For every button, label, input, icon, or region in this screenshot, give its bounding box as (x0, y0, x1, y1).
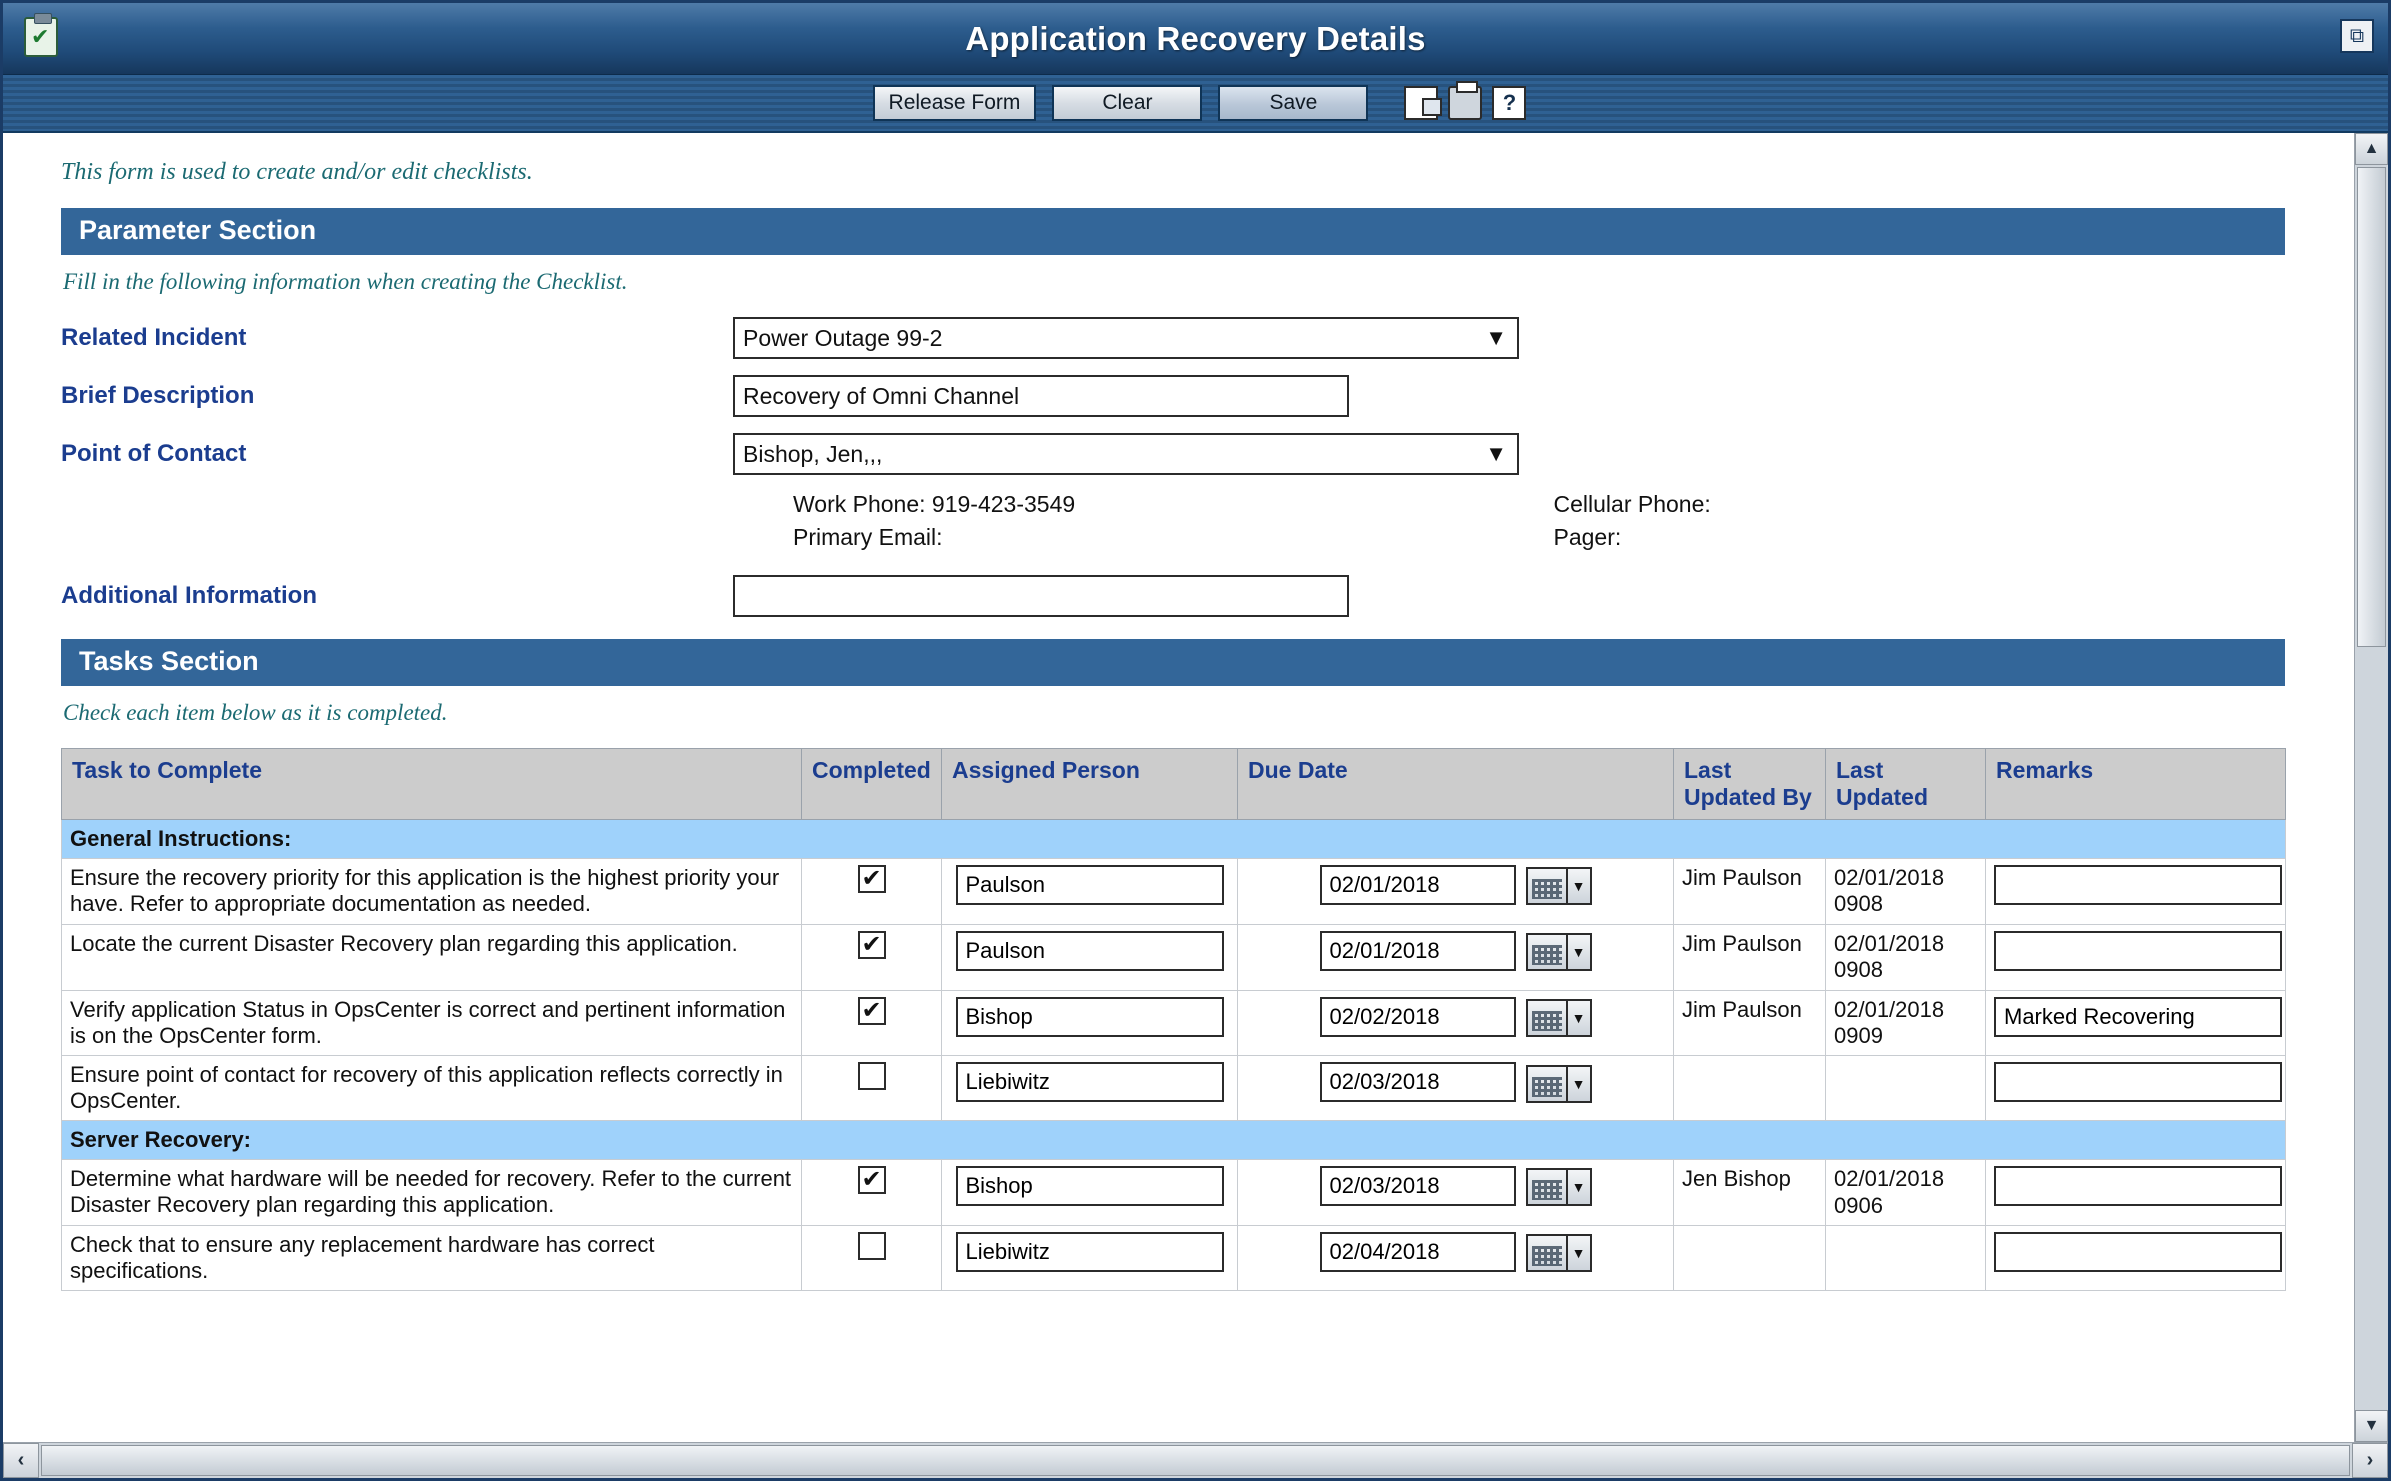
assigned-person-input[interactable] (956, 1232, 1224, 1272)
additional-information-input[interactable] (733, 575, 1349, 617)
tasks-table-body (62, 820, 2286, 1291)
completed-cell (802, 1226, 942, 1291)
due-date-cell (1238, 1160, 1674, 1226)
remarks-input[interactable] (1994, 931, 2282, 971)
toolbar (3, 75, 2388, 133)
due-date-input[interactable] (1320, 931, 1516, 971)
calendar-picker-button[interactable] (1526, 1065, 1592, 1103)
last-updated-by: Jim Paulson (1674, 859, 1826, 925)
vertical-scrollbar[interactable] (2354, 133, 2388, 1442)
tasks-table (61, 748, 2286, 1291)
save-button[interactable]: Save (1218, 85, 1368, 121)
table-row (62, 990, 2286, 1056)
work-phone: Work Phone: 919-423-3549 (793, 491, 1076, 517)
brief-description-input[interactable] (733, 375, 1349, 417)
last-updated: 02/01/2018 0908 (1826, 859, 1986, 925)
completed-checkbox[interactable]: ✔ (858, 931, 886, 959)
due-date-input[interactable] (1320, 1062, 1516, 1102)
due-date-cell (1238, 1056, 1674, 1121)
column-due-date: Due Date (1238, 749, 1674, 820)
due-date-cell (1238, 1226, 1674, 1291)
related-incident-select[interactable] (733, 317, 1519, 359)
point-of-contact-label: Point of Contact (61, 440, 247, 467)
due-date-input[interactable] (1320, 1232, 1516, 1272)
restore-window-button[interactable]: ⧉ (2340, 19, 2374, 53)
completed-checkbox[interactable]: ✔ (858, 997, 886, 1025)
assigned-person-input[interactable] (956, 1166, 1224, 1206)
point-of-contact-select-wrap (733, 433, 1519, 475)
calendar-icon (1526, 867, 1568, 905)
scroll-right-button[interactable]: › (2352, 1443, 2388, 1478)
calendar-picker-button[interactable] (1526, 933, 1592, 971)
scroll-up-button[interactable]: ▲ (2355, 133, 2388, 165)
help-icon[interactable]: ? (1492, 86, 1526, 120)
table-row (62, 924, 2286, 990)
last-updated-by: Jim Paulson (1674, 924, 1826, 990)
assigned-person-cell (942, 1160, 1238, 1226)
brief-description-label: Brief Description (61, 382, 255, 409)
last-updated-by (1674, 1056, 1826, 1121)
calendar-icon (1526, 933, 1568, 971)
due-date-cell (1238, 859, 1674, 925)
assigned-person-input[interactable] (956, 865, 1224, 905)
last-updated-by (1674, 1226, 1826, 1291)
remarks-input[interactable] (1994, 1232, 2282, 1272)
due-date-input[interactable] (1320, 997, 1516, 1037)
chevron-down-icon: ▼ (1568, 867, 1592, 905)
tasks-section-header: Tasks Section (61, 639, 2285, 686)
table-row (62, 859, 2286, 925)
completed-cell (802, 924, 942, 990)
contact-details (793, 491, 2314, 557)
column-completed: Completed (802, 749, 942, 820)
last-updated: 02/01/2018 0908 (1826, 924, 1986, 990)
calendar-picker-button[interactable] (1526, 867, 1592, 905)
parameter-section-note: Fill in the following information when creating the Checklist. (63, 269, 628, 294)
form-content (3, 133, 2354, 1442)
completed-cell (802, 859, 942, 925)
task-description: Check that to ensure any replacement hardware has correct specifications. (62, 1226, 802, 1291)
task-description: Verify application Status in OpsCenter is correct and pertinent information is on the OpsCenter form. (62, 990, 802, 1056)
calendar-icon (1526, 1234, 1568, 1272)
calendar-picker-button[interactable] (1526, 999, 1592, 1037)
horizontal-scroll-thumb[interactable] (41, 1445, 2350, 1476)
remarks-cell (1986, 990, 2286, 1056)
completed-cell (802, 990, 942, 1056)
remarks-cell (1986, 924, 2286, 990)
last-updated: 02/01/2018 0906 (1826, 1160, 1986, 1226)
scroll-down-button[interactable]: ▼ (2355, 1410, 2388, 1442)
cellular-phone: Cellular Phone: (1553, 491, 1711, 517)
clear-button[interactable]: Clear (1052, 85, 1202, 121)
table-row (62, 1226, 2286, 1291)
assigned-person-input[interactable] (956, 1062, 1224, 1102)
assigned-person-cell (942, 1056, 1238, 1121)
due-date-input[interactable] (1320, 1166, 1516, 1206)
last-updated: 02/01/2018 0909 (1826, 990, 1986, 1056)
task-description: Ensure point of contact for recovery of this application reflects correctly in OpsCenter. (62, 1056, 802, 1121)
assigned-person-input[interactable] (956, 997, 1224, 1037)
form-body (3, 133, 2388, 1442)
related-incident-select-wrap (733, 317, 1519, 359)
due-date-cell (1238, 990, 1674, 1056)
calendar-picker-button[interactable] (1526, 1168, 1592, 1206)
task-description: Determine what hardware will be needed for recovery. Refer to the current Disaster Recovery plan regarding this application. (62, 1160, 802, 1226)
remarks-input[interactable] (1994, 1062, 2282, 1102)
column-assigned-person: Assigned Person (942, 749, 1238, 820)
assigned-person-cell (942, 924, 1238, 990)
pager: Pager: (1553, 524, 1622, 550)
chevron-down-icon: ▼ (1568, 933, 1592, 971)
completed-cell (802, 1160, 942, 1226)
scroll-left-button[interactable]: ‹ (3, 1443, 39, 1478)
export-icon[interactable] (1404, 86, 1438, 120)
assigned-person-cell (942, 859, 1238, 925)
calendar-icon (1526, 1065, 1568, 1103)
completed-checkbox[interactable]: ✔ (858, 865, 886, 893)
chevron-down-icon: ▼ (1485, 325, 1507, 350)
remarks-cell (1986, 859, 2286, 925)
task-description: Ensure the recovery priority for this application is the highest priority your have. Refer to appropriate documentation as needed. (62, 859, 802, 925)
task-group-row (62, 1121, 2286, 1160)
task-group-row (62, 820, 2286, 859)
completed-checkbox[interactable] (858, 1232, 886, 1260)
additional-information-row (61, 575, 2314, 617)
completed-checkbox[interactable] (858, 1062, 886, 1090)
vertical-scroll-thumb[interactable] (2357, 167, 2386, 647)
title-bar (3, 3, 2388, 75)
additional-information-label: Additional Information (61, 582, 317, 609)
related-incident-label: Related Incident (61, 324, 247, 351)
remarks-input[interactable] (1994, 1166, 2282, 1206)
chevron-down-icon: ▼ (1568, 999, 1592, 1037)
column-last-updated-by: Last Updated By (1674, 749, 1826, 820)
chevron-down-icon: ▼ (1485, 441, 1507, 466)
clipboard-check-icon (15, 11, 67, 63)
point-of-contact-select[interactable] (733, 433, 1519, 475)
tasks-table-header-row (62, 749, 2286, 820)
page-title: Application Recovery Details (965, 19, 1426, 57)
remarks-cell (1986, 1160, 2286, 1226)
column-task: Task to Complete (62, 749, 802, 820)
chevron-down-icon: ▼ (1568, 1168, 1592, 1206)
release-form-button[interactable]: Release Form (873, 85, 1037, 121)
toolbar-icons (1404, 86, 1526, 120)
vertical-scroll-track[interactable] (2355, 647, 2388, 1410)
completed-checkbox[interactable]: ✔ (858, 1166, 886, 1194)
column-remarks: Remarks (1986, 749, 2286, 820)
completed-cell (802, 1056, 942, 1121)
due-date-cell (1238, 924, 1674, 990)
assigned-person-cell (942, 1226, 1238, 1291)
task-group-label: General Instructions: (62, 820, 2286, 859)
remarks-cell (1986, 1226, 2286, 1291)
related-incident-row (61, 317, 2314, 359)
point-of-contact-row (61, 433, 2314, 475)
chevron-down-icon: ▼ (1568, 1234, 1592, 1272)
last-updated-by: Jen Bishop (1674, 1160, 1826, 1226)
assigned-person-cell (942, 990, 1238, 1056)
chevron-down-icon: ▼ (1568, 1065, 1592, 1103)
last-updated (1826, 1056, 1986, 1121)
brief-description-row (61, 375, 2314, 417)
last-updated-by: Jim Paulson (1674, 990, 1826, 1056)
remarks-input[interactable] (1994, 997, 2282, 1037)
table-row (62, 1056, 2286, 1121)
calendar-icon (1526, 999, 1568, 1037)
last-updated (1826, 1226, 1986, 1291)
remarks-cell (1986, 1056, 2286, 1121)
task-group-label: Server Recovery: (62, 1121, 2286, 1160)
remarks-input[interactable] (1994, 865, 2282, 905)
parameter-section-header: Parameter Section (61, 208, 2285, 255)
assigned-person-input[interactable] (956, 931, 1224, 971)
due-date-input[interactable] (1320, 865, 1516, 905)
print-icon[interactable] (1448, 86, 1482, 120)
horizontal-scrollbar[interactable] (3, 1442, 2388, 1478)
table-row (62, 1160, 2286, 1226)
intro-note: This form is used to create and/or edit checklists. (61, 159, 533, 185)
column-last-updated: Last Updated (1826, 749, 1986, 820)
task-description: Locate the current Disaster Recovery plan regarding this application. (62, 924, 802, 990)
calendar-picker-button[interactable] (1526, 1234, 1592, 1272)
primary-email: Primary Email: (793, 524, 943, 550)
tasks-section-note: Check each item below as it is completed. (63, 700, 448, 725)
calendar-icon (1526, 1168, 1568, 1206)
